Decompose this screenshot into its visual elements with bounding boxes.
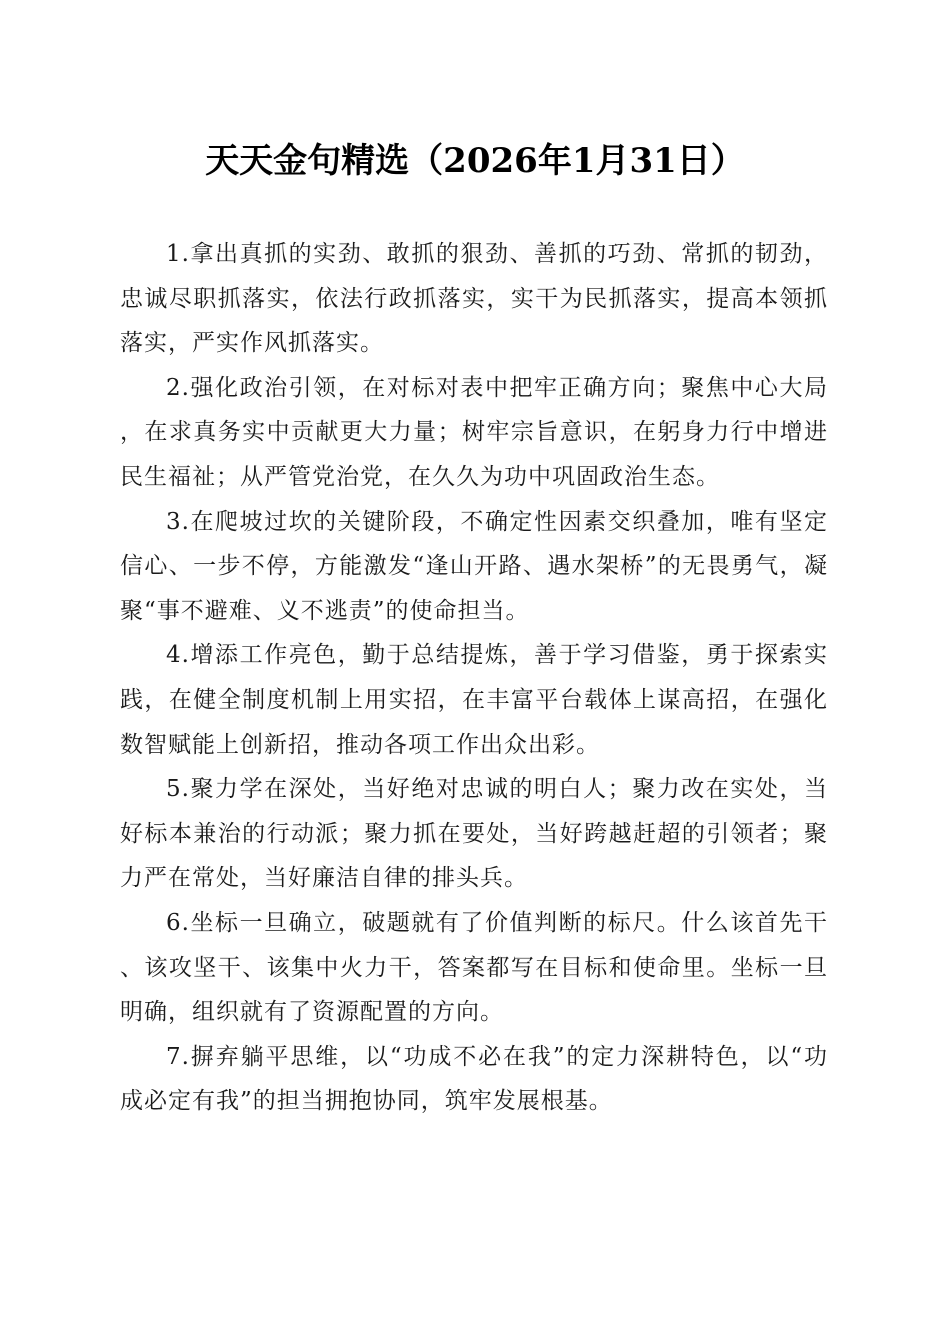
quote-item-4: 4.增添工作亮色，勤于总结提炼，善于学习借鉴，勇于探索实践，在健全制度机制上用实招，在丰富平台载体上谋高招，在强化数智赋能上创新招，推动各项工作出众出彩。: [120, 642, 828, 758]
quote-item-7: 7.摒弃躺平思维，以“功成不必在我”的定力深耕特色，以“功成必定有我”的担当拥抱协同，筑牢发展根基。: [120, 1043, 828, 1115]
document-body: [120, 232, 828, 1124]
quote-item-3: 3.在爬坡过坎的关键阶段，不确定性因素交织叠加，唯有坚定信心、一步不停，方能激发“逢山开路、遇水架桥”的无畏勇气，凝聚“事不避难、义不逃责”的使命担当。: [120, 508, 828, 624]
page-title: 天天金句精选（2026年1月31日）: [205, 141, 745, 181]
quote-item-2: 2.强化政治引领，在对标对表中把牢正确方向；聚焦中心大局，在求真务实中贡献更大力量；树牢宗旨意识，在躬身力行中增进民生福祉；从严管党治党，在久久为功中巩固政治生态。: [120, 374, 828, 490]
quote-item-6: 6.坐标一旦确立，破题就有了价值判断的标尺。什么该首先干、该攻坚干、该集中火力干，答案都写在目标和使命里。坐标一旦明确，组织就有了资源配置的方向。: [120, 909, 828, 1026]
quote-item-1: 1.拿出真抓的实劲、敢抓的狠劲、善抓的巧劲、常抓的韧劲，忠诚尽职抓落实，依法行政抓落实，实干为民抓落实，提高本领抓落实，严实作风抓落实。: [120, 241, 828, 357]
quote-item-5: 5.聚力学在深处，当好绝对忠诚的明白人；聚力改在实处，当好标本兼治的行动派；聚力抓在要处，当好跨越赶超的引领者；聚力严在常处，当好廉洁自律的排头兵。: [120, 776, 828, 892]
